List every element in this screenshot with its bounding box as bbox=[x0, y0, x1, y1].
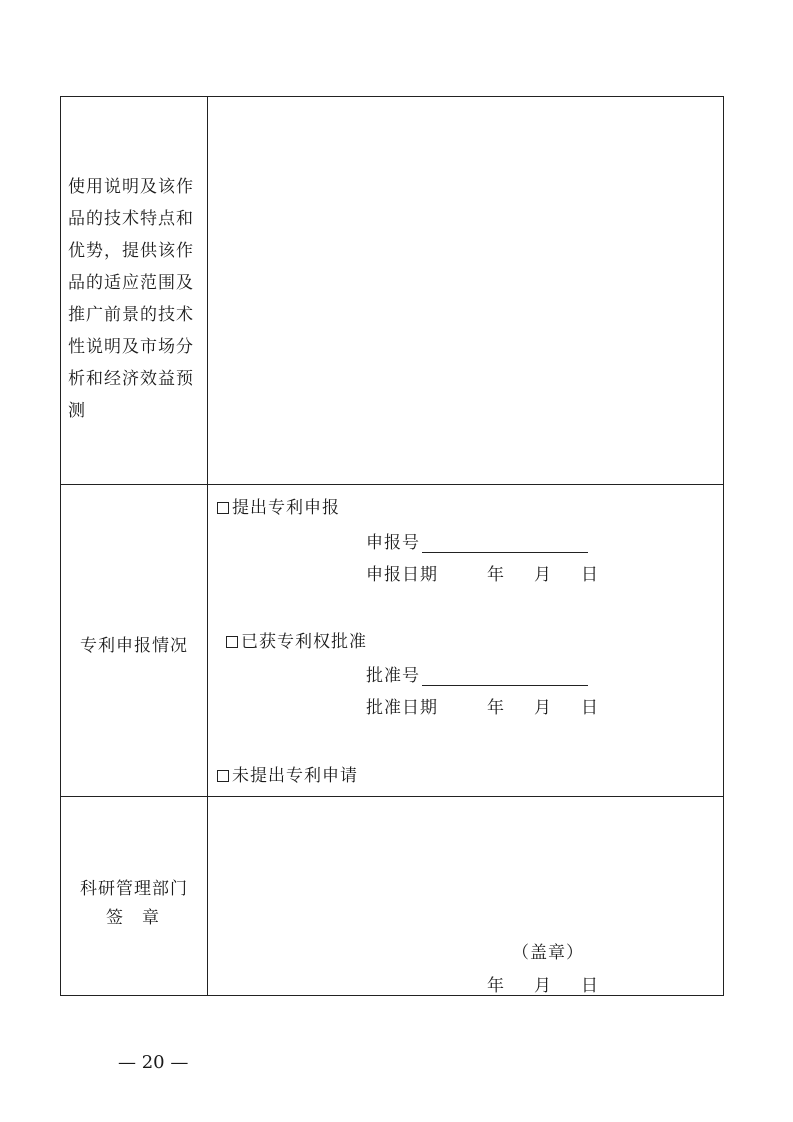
month-label: 月 bbox=[534, 698, 552, 718]
department-label-line1: 科研管理部门 bbox=[80, 879, 188, 899]
day-label: 日 bbox=[581, 565, 599, 585]
checkbox-none[interactable] bbox=[217, 770, 229, 782]
approval-date-label: 批准日期 bbox=[366, 698, 438, 718]
column-divider bbox=[207, 96, 208, 996]
usage-description-label bbox=[68, 171, 206, 427]
option-applied-text: 提出专利申报 bbox=[232, 498, 340, 518]
label-line: 品的适应范围及 bbox=[68, 273, 194, 293]
patent-status-label: 专利申报情况 bbox=[80, 636, 188, 656]
label-line: 析和经济效益预 bbox=[68, 369, 194, 389]
label-line: 品的技术特点和 bbox=[68, 209, 194, 229]
month-label: 月 bbox=[534, 976, 552, 996]
row-divider bbox=[60, 796, 724, 797]
department-label-line2: 签 章 bbox=[106, 908, 160, 928]
option-none[interactable] bbox=[217, 761, 358, 786]
label-line: 性说明及市场分 bbox=[68, 337, 194, 357]
approval-number-label: 批准号 bbox=[366, 666, 420, 686]
application-number-label: 申报号 bbox=[366, 533, 420, 553]
label-line: 推广前景的技术 bbox=[68, 305, 194, 325]
year-label: 年 bbox=[487, 698, 505, 718]
option-granted[interactable] bbox=[226, 627, 367, 652]
seal-label: （盖章） bbox=[512, 943, 584, 963]
month-label: 月 bbox=[534, 565, 552, 585]
option-applied[interactable] bbox=[217, 493, 340, 518]
application-number-field[interactable] bbox=[422, 534, 588, 553]
label-line: 测 bbox=[68, 401, 86, 421]
row-divider bbox=[60, 484, 724, 485]
year-label: 年 bbox=[487, 976, 505, 996]
application-date-label: 申报日期 bbox=[366, 565, 438, 585]
day-label: 日 bbox=[581, 976, 599, 996]
approval-number-field[interactable] bbox=[422, 667, 588, 686]
usage-description-field[interactable] bbox=[209, 98, 722, 483]
checkbox-applied[interactable] bbox=[217, 502, 229, 514]
page-number: — 20 — bbox=[118, 1052, 189, 1073]
label-line: 优势，提供该作 bbox=[68, 241, 194, 261]
year-label: 年 bbox=[487, 565, 505, 585]
label-line: 使用说明及该作 bbox=[68, 177, 194, 197]
day-label: 日 bbox=[581, 698, 599, 718]
approval-number-row bbox=[366, 661, 588, 686]
option-none-text: 未提出专利申请 bbox=[232, 766, 358, 786]
option-granted-text: 已获专利权批准 bbox=[241, 632, 367, 652]
department-seal-field[interactable] bbox=[209, 798, 722, 994]
application-number-row bbox=[366, 528, 588, 553]
checkbox-granted[interactable] bbox=[226, 636, 238, 648]
